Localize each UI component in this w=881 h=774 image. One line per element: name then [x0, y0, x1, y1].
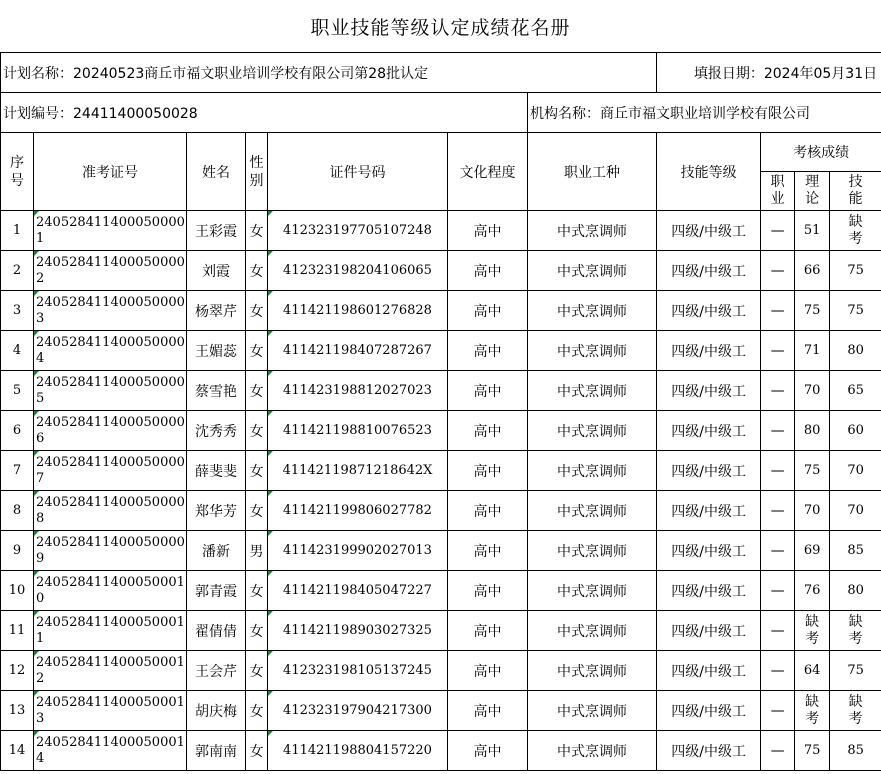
cell-seq: 11: [1, 611, 34, 651]
cell-occupation: 中式烹调师: [528, 571, 657, 611]
cell-exam-no: 2405284114000500011: [34, 611, 187, 651]
cell-name: 郭南南: [187, 731, 246, 771]
header-id-no: 证件号码: [268, 133, 448, 211]
cell-gender: 女: [246, 331, 268, 371]
cell-occupation: 中式烹调师: [528, 531, 657, 571]
cell-score-skill: [830, 211, 881, 251]
header-gender-label: 性别: [249, 154, 264, 189]
cell-score-skill: 70: [830, 451, 881, 491]
cell-name: 王媚蕊: [187, 331, 246, 371]
header-name: 姓名: [187, 133, 246, 211]
cell-score-career: —: [761, 611, 795, 651]
cell-score-career: —: [761, 651, 795, 691]
cell-occupation: 中式烹调师: [528, 251, 657, 291]
cell-seq: 2: [1, 251, 34, 291]
cell-occupation: 中式烹调师: [528, 371, 657, 411]
cell-exam-no: 2405284114000500009: [34, 531, 187, 571]
cell-id-no: 412323197705107248: [268, 211, 448, 251]
cell-occupation: 中式烹调师: [528, 451, 657, 491]
cell-id-no: 411423199902027013: [268, 531, 448, 571]
cell-exam-no: 2405284114000500005: [34, 371, 187, 411]
cell-occupation: 中式烹调师: [528, 211, 657, 251]
cell-score-career: —: [761, 291, 795, 331]
table-row: [1, 371, 881, 411]
table-row: [1, 451, 881, 491]
cell-score-theory: 66: [795, 251, 830, 291]
cell-exam-no: 2405284114000500014: [34, 731, 187, 771]
cell-name: 胡庆梅: [187, 691, 246, 731]
cell-score-skill: 65: [830, 371, 881, 411]
cell-score-career: —: [761, 331, 795, 371]
cell-name: 沈秀秀: [187, 411, 246, 451]
cell-gender: 女: [246, 211, 268, 251]
cell-level: 四级/中级工: [657, 371, 761, 411]
cell-gender: 女: [246, 691, 268, 731]
table-row: [1, 691, 881, 731]
cell-id-no: 411421199806027782: [268, 491, 448, 531]
cell-gender: 女: [246, 651, 268, 691]
cell-score-career: —: [761, 251, 795, 291]
cell-exam-no: 2405284114000500004: [34, 331, 187, 371]
cell-level: 四级/中级工: [657, 211, 761, 251]
cell-education: 高中: [448, 571, 528, 611]
cell-seq: 5: [1, 371, 34, 411]
cell-score-skill: 75: [830, 291, 881, 331]
cell-education: 高中: [448, 291, 528, 331]
header-seq-label: 序号: [10, 154, 24, 189]
cell-score-skill: 85: [830, 731, 881, 771]
cell-occupation: 中式烹调师: [528, 611, 657, 651]
cell-education: 高中: [448, 731, 528, 771]
cell-education: 高中: [448, 651, 528, 691]
cell-gender: 女: [246, 611, 268, 651]
cell-score-career: —: [761, 211, 795, 251]
cell-level: 四级/中级工: [657, 531, 761, 571]
table-row: [1, 611, 881, 651]
cell-education: 高中: [448, 211, 528, 251]
cell-score-theory: 75: [795, 291, 830, 331]
table-row: [1, 491, 881, 531]
cell-score-skill: 70: [830, 491, 881, 531]
cell-id-no: 412323198105137245: [268, 651, 448, 691]
cell-id-no: 411421198810076523: [268, 411, 448, 451]
cell-exam-no: 2405284114000500003: [34, 291, 187, 331]
cell-level: 四级/中级工: [657, 411, 761, 451]
page-title: 职业技能等级认定成绩花名册: [310, 16, 571, 39]
cell-id-no: 412323197904217300: [268, 691, 448, 731]
cell-score-skill: [830, 611, 881, 651]
org-name: 机构名称：商丘市福文职业培训学校有限公司: [528, 93, 881, 133]
cell-score-skill-text: 缺考: [848, 693, 863, 727]
cell-score-theory: 69: [795, 531, 830, 571]
cell-gender: 男: [246, 531, 268, 571]
cell-gender: 女: [246, 571, 268, 611]
cell-score-theory: 64: [795, 651, 830, 691]
cell-exam-no: 2405284114000500013: [34, 691, 187, 731]
cell-score-skill-text: 缺考: [848, 213, 863, 247]
cell-score-career: —: [761, 571, 795, 611]
table-row: [1, 411, 881, 451]
cell-education: 高中: [448, 691, 528, 731]
cell-education: 高中: [448, 611, 528, 651]
table-row: [1, 651, 881, 691]
cell-education: 高中: [448, 251, 528, 291]
header-exam-no: 准考证号: [34, 133, 187, 211]
cell-seq: 7: [1, 451, 34, 491]
cell-name: 潘新: [187, 531, 246, 571]
cell-education: 高中: [448, 451, 528, 491]
cell-score-skill-text: 缺考: [848, 613, 863, 647]
cell-gender: 女: [246, 491, 268, 531]
cell-name: 王彩霞: [187, 211, 246, 251]
cell-name: 薛斐斐: [187, 451, 246, 491]
cell-score-career: —: [761, 531, 795, 571]
cell-occupation: 中式烹调师: [528, 411, 657, 451]
header-score-career-label: 职业: [770, 174, 785, 207]
cell-exam-no: 2405284114000500002: [34, 251, 187, 291]
cell-seq: 14: [1, 731, 34, 771]
roster-table: [0, 52, 881, 771]
cell-level: 四级/中级工: [657, 491, 761, 531]
cell-level: 四级/中级工: [657, 651, 761, 691]
cell-name: 翟倩倩: [187, 611, 246, 651]
cell-seq: 6: [1, 411, 34, 451]
cell-seq: 8: [1, 491, 34, 531]
table-row: [1, 731, 881, 771]
cell-score-theory: [795, 691, 830, 731]
cell-seq: 13: [1, 691, 34, 731]
cell-score-career: —: [761, 451, 795, 491]
cell-level: 四级/中级工: [657, 731, 761, 771]
cell-name: 王会芹: [187, 651, 246, 691]
cell-gender: 女: [246, 451, 268, 491]
cell-exam-no: 2405284114000500007: [34, 451, 187, 491]
cell-score-theory: 71: [795, 331, 830, 371]
header-score-skill-label: 技能: [848, 174, 863, 207]
cell-score-skill: 80: [830, 331, 881, 371]
cell-education: 高中: [448, 331, 528, 371]
cell-seq: 12: [1, 651, 34, 691]
cell-score-skill: [830, 691, 881, 731]
cell-score-theory: 70: [795, 491, 830, 531]
cell-exam-no: 2405284114000500012: [34, 651, 187, 691]
cell-id-no: 411421198407287267: [268, 331, 448, 371]
cell-exam-no: 2405284114000500008: [34, 491, 187, 531]
cell-name: 杨翠芹: [187, 291, 246, 331]
cell-level: 四级/中级工: [657, 611, 761, 651]
cell-score-skill: 75: [830, 251, 881, 291]
cell-score-theory-text: 缺考: [805, 613, 820, 647]
cell-score-theory: 76: [795, 571, 830, 611]
cell-id-no: 412323198204106065: [268, 251, 448, 291]
cell-occupation: 中式烹调师: [528, 691, 657, 731]
header-education: 文化程度: [448, 133, 528, 211]
cell-occupation: 中式烹调师: [528, 291, 657, 331]
cell-score-career: —: [761, 411, 795, 451]
cell-occupation: 中式烹调师: [528, 331, 657, 371]
cell-name: 郑华芳: [187, 491, 246, 531]
cell-level: 四级/中级工: [657, 691, 761, 731]
cell-name: 刘霞: [187, 251, 246, 291]
cell-score-theory: 70: [795, 371, 830, 411]
table-row: [1, 571, 881, 611]
cell-score-skill: 80: [830, 571, 881, 611]
cell-level: 四级/中级工: [657, 291, 761, 331]
cell-id-no: 411421198804157220: [268, 731, 448, 771]
cell-score-career: —: [761, 691, 795, 731]
cell-score-theory: 51: [795, 211, 830, 251]
cell-score-theory: [795, 611, 830, 651]
cell-gender: 女: [246, 411, 268, 451]
cell-seq: 4: [1, 331, 34, 371]
cell-gender: 女: [246, 291, 268, 331]
cell-gender: 女: [246, 731, 268, 771]
header-level: 技能等级: [657, 133, 761, 211]
cell-education: 高中: [448, 531, 528, 571]
cell-score-skill: 85: [830, 531, 881, 571]
plan-number: 计划编号：24411400050028: [1, 93, 528, 133]
cell-level: 四级/中级工: [657, 451, 761, 491]
fill-date: 填报日期：2024年05月31日: [657, 53, 881, 93]
cell-id-no: 411423198812027023: [268, 371, 448, 411]
cell-name: 郭青霞: [187, 571, 246, 611]
cell-id-no: 411421198903027325: [268, 611, 448, 651]
cell-score-career: —: [761, 371, 795, 411]
cell-level: 四级/中级工: [657, 571, 761, 611]
table-row: [1, 291, 881, 331]
plan-name: 计划名称：20240523商丘市福文职业培训学校有限公司第28批认定: [1, 53, 657, 93]
table-row: [1, 531, 881, 571]
table-row: [1, 211, 881, 251]
header-score-theory-label: 理论: [805, 174, 820, 207]
header-seq: [1, 133, 34, 211]
cell-score-career: —: [761, 731, 795, 771]
cell-score-theory-text: 缺考: [805, 693, 820, 727]
cell-education: 高中: [448, 371, 528, 411]
cell-education: 高中: [448, 411, 528, 451]
header-scores: 考核成绩: [761, 133, 881, 172]
cell-name: 蔡雪艳: [187, 371, 246, 411]
header-occupation: 职业工种: [528, 133, 657, 211]
cell-id-no: 411421198405047227: [268, 571, 448, 611]
cell-exam-no: 2405284114000500006: [34, 411, 187, 451]
cell-seq: 9: [1, 531, 34, 571]
cell-score-skill: 75: [830, 651, 881, 691]
cell-id-no: 411421198601276828: [268, 291, 448, 331]
cell-level: 四级/中级工: [657, 331, 761, 371]
cell-occupation: 中式烹调师: [528, 491, 657, 531]
cell-education: 高中: [448, 491, 528, 531]
cell-seq: 1: [1, 211, 34, 251]
cell-score-theory: 75: [795, 451, 830, 491]
header-score-theory: [795, 172, 830, 211]
cell-gender: 女: [246, 371, 268, 411]
cell-score-theory: 80: [795, 411, 830, 451]
table-row: [1, 331, 881, 371]
cell-exam-no: 2405284114000500001: [34, 211, 187, 251]
cell-level: 四级/中级工: [657, 251, 761, 291]
cell-occupation: 中式烹调师: [528, 731, 657, 771]
cell-score-skill: 60: [830, 411, 881, 451]
cell-seq: 10: [1, 571, 34, 611]
cell-gender: 女: [246, 251, 268, 291]
cell-score-theory: 75: [795, 731, 830, 771]
table-row: [1, 251, 881, 291]
cell-score-career: —: [761, 491, 795, 531]
cell-seq: 3: [1, 291, 34, 331]
header-score-career: [761, 172, 795, 211]
cell-id-no: 41142119871218642X: [268, 451, 448, 491]
header-score-skill: [830, 172, 881, 211]
cell-occupation: 中式烹调师: [528, 651, 657, 691]
header-gender: [246, 133, 268, 211]
cell-exam-no: 2405284114000500010: [34, 571, 187, 611]
